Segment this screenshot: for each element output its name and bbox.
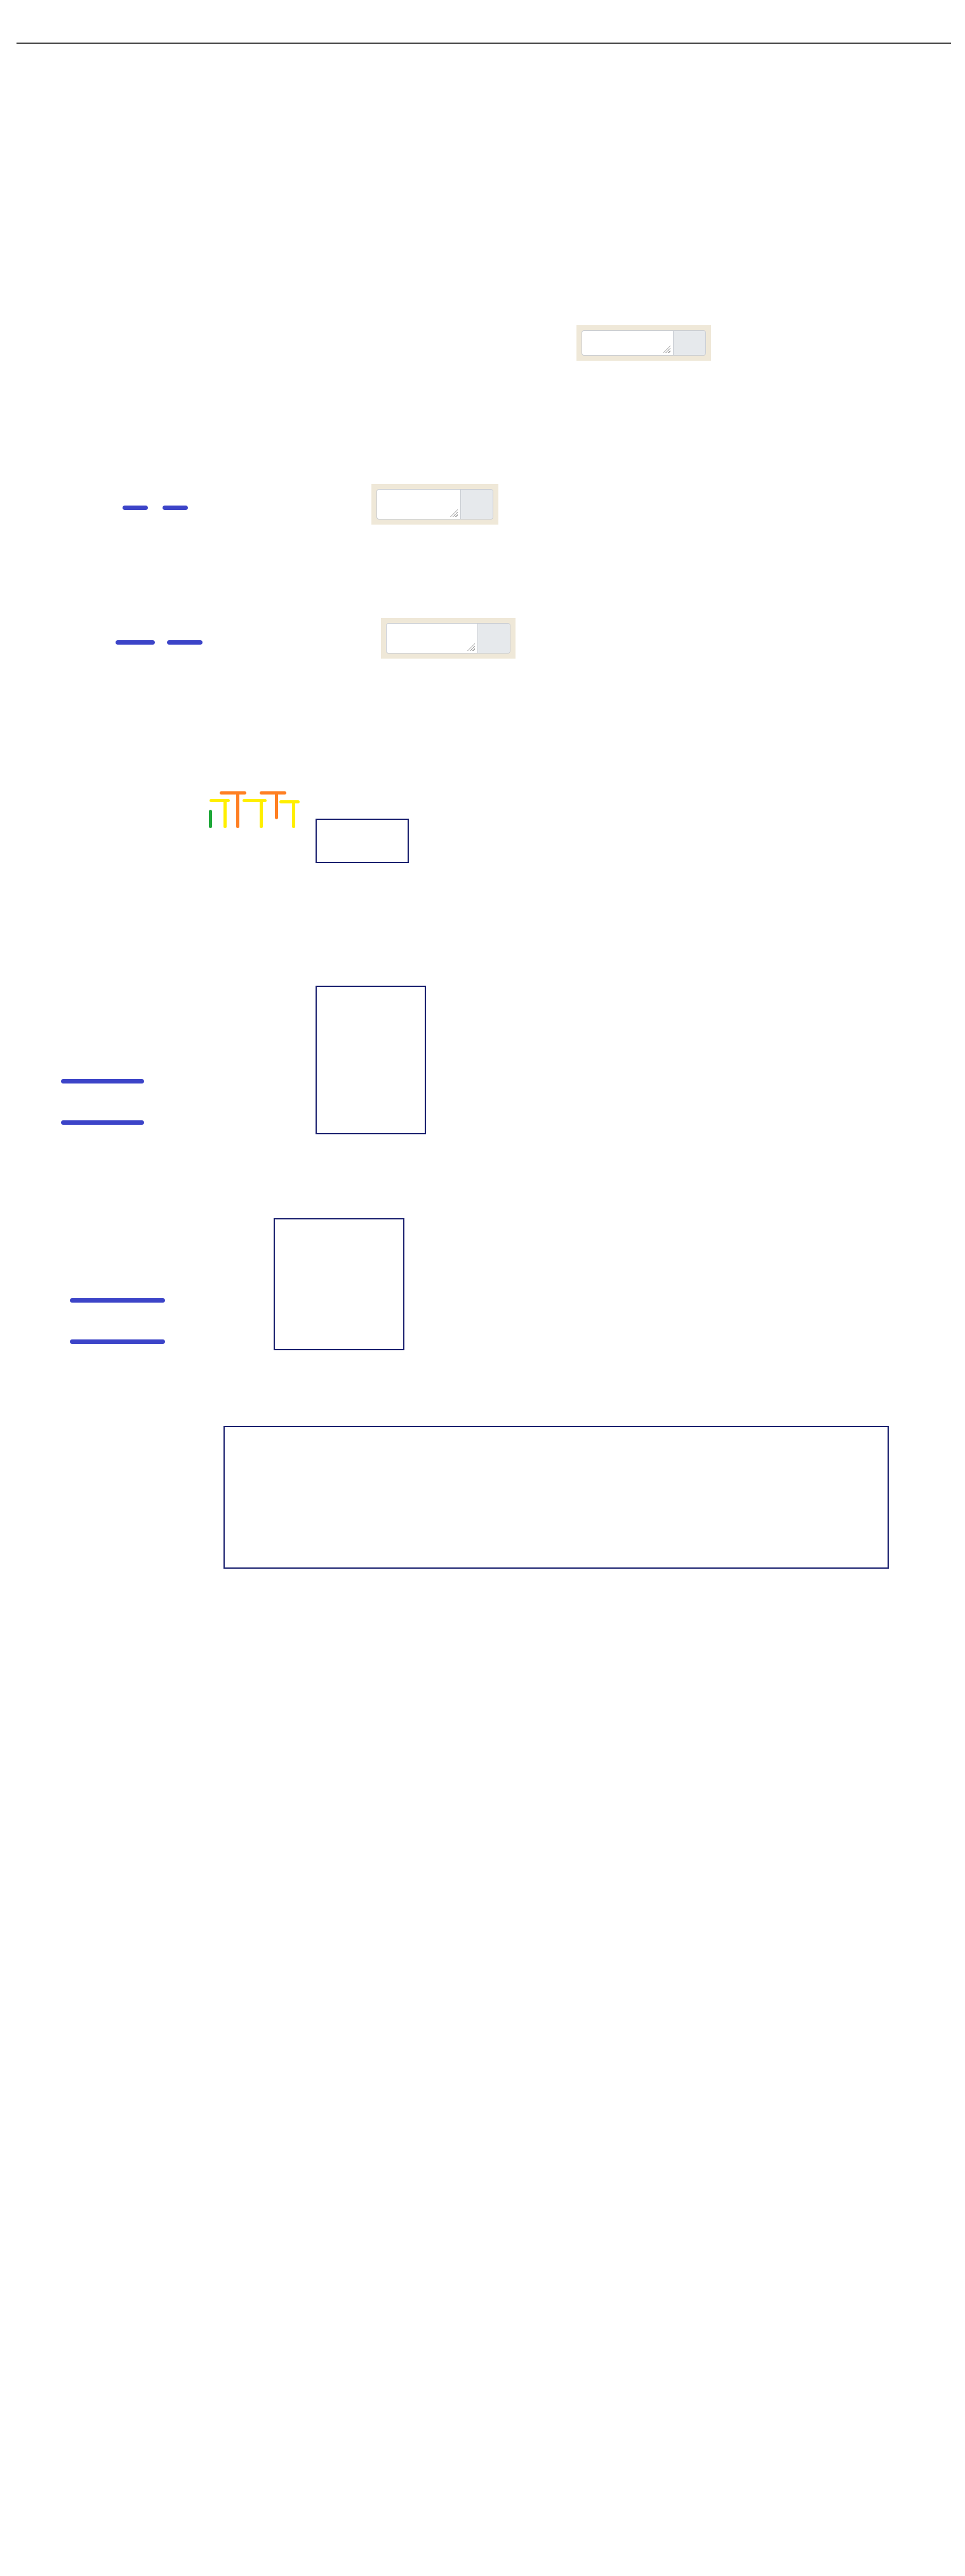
octal-value-input[interactable] — [377, 490, 460, 519]
sum-rule-top — [61, 1079, 144, 1083]
decimal-base-label — [673, 331, 705, 355]
xor-bar — [279, 800, 300, 803]
part-a-prompt — [22, 202, 28, 236]
xor-stem — [275, 791, 278, 819]
xor-bar — [260, 791, 286, 795]
xor-bar — [243, 799, 267, 802]
xor-bar — [220, 791, 246, 795]
diff-rule-bottom — [70, 1339, 165, 1344]
hex-group-2-bar — [167, 640, 203, 645]
xor-stem — [236, 791, 239, 828]
sum-rule-bottom — [61, 1120, 144, 1125]
hex-value-input[interactable] — [387, 624, 477, 653]
octal-group-1-bar — [123, 506, 148, 510]
gray-result-box — [316, 819, 409, 863]
header-rule — [17, 43, 951, 44]
resize-grip-icon[interactable] — [467, 643, 475, 651]
decimal-converter-widget — [576, 325, 711, 361]
xor-stem — [292, 800, 295, 828]
hex-converter-widget — [381, 618, 516, 659]
xor-bar — [210, 799, 230, 802]
sub-summary-box — [274, 1218, 404, 1350]
hex-base-label — [477, 624, 510, 653]
octal-group-2-bar — [163, 506, 188, 510]
c1-answer-box — [223, 1426, 889, 1569]
xor-stem — [260, 799, 263, 828]
octal-base-label — [460, 490, 493, 519]
add-summary-box — [316, 986, 426, 1134]
octal-converter-widget — [371, 484, 498, 525]
hex-group-1-bar — [116, 640, 155, 645]
decimal-value-input[interactable] — [582, 331, 673, 355]
copy-msb-stem — [209, 810, 212, 828]
resize-grip-icon[interactable] — [450, 509, 458, 517]
diff-rule-top — [70, 1298, 165, 1303]
resize-grip-icon[interactable] — [663, 345, 670, 353]
xor-stem — [223, 799, 227, 828]
